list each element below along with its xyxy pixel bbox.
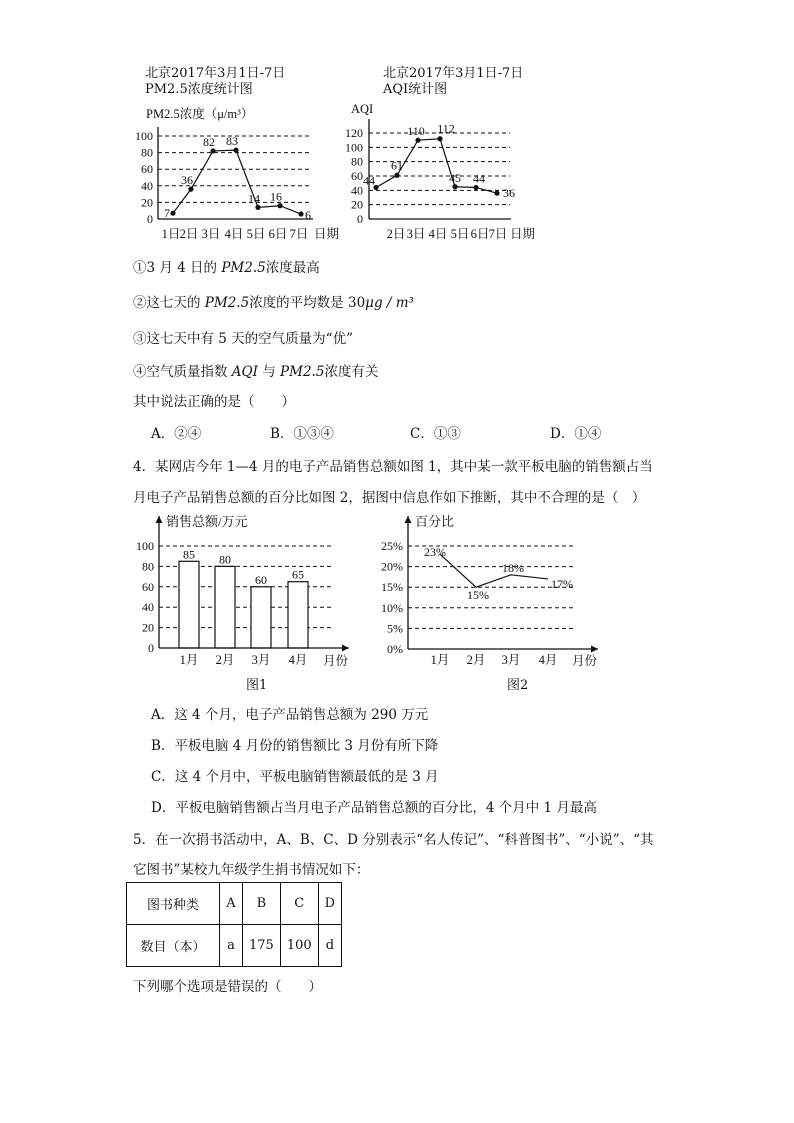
x-tick-label: 4月 — [538, 653, 558, 667]
bar — [251, 587, 271, 648]
data-label: 16 — [270, 189, 282, 204]
data-label: 23% — [424, 545, 446, 560]
q3-option-d[interactable]: D．①④ — [550, 426, 602, 442]
data-label: 112 — [437, 121, 455, 136]
y-tick-label: 0% — [387, 642, 403, 656]
x-tick-label: 2日 — [179, 227, 199, 241]
y-tick-label: 100 — [135, 129, 153, 143]
q5-stem-line2: 它图书”某校九年级学生捐书情况如下： — [133, 862, 370, 878]
y-tick-label: 80 — [141, 145, 153, 160]
y-tick-label: 100 — [345, 140, 363, 155]
y-tick-label: 20 — [351, 197, 363, 212]
percent-line-chart — [370, 508, 605, 670]
q3-option-c[interactable]: C．①③ — [410, 426, 461, 442]
y-tick-label: 10% — [381, 600, 403, 615]
x-axis-label: 月份 — [572, 654, 598, 668]
series-line — [440, 554, 548, 587]
data-label: 18% — [502, 560, 524, 575]
x-axis-arrow — [591, 646, 598, 653]
s1-pre: ①3 月 4 日的 — [133, 260, 222, 276]
q4-option-c[interactable]: C．这 4 个月中，平板电脑销售额最低的是 3 月 — [151, 769, 439, 785]
x-tick-label: 4日 — [224, 227, 244, 241]
data-label: 85 — [183, 547, 195, 562]
x-tick-label: 1月 — [179, 653, 199, 667]
s4-math1: AQI — [231, 364, 258, 380]
table-cell: A — [220, 883, 243, 925]
data-label: 80 — [219, 552, 231, 567]
x-tick-label: 1日 — [161, 227, 181, 241]
q4-option-d[interactable]: D．平板电脑销售额占当月电子产品销售总额的百分比，4 个月中 1 月最高 — [151, 800, 597, 816]
data-point — [415, 138, 420, 143]
x-tick-label: 3日 — [406, 227, 426, 241]
table-cell: 175 — [243, 925, 281, 967]
table-cell: 图书种类 — [127, 883, 220, 925]
data-label: 15% — [467, 588, 489, 603]
table-row — [127, 883, 342, 925]
q4-stem-line2: 月电子产品销售总额的百分比如图 2，据图中信息作如下推断，其中不合理的是（ ） — [133, 490, 646, 506]
q5-stem-line1: 5．在一次捐书活动中，A、B、C、D 分别表示“名人传记”、“科普图书”、“小说”、“其 — [133, 832, 654, 848]
x-axis-arrow — [342, 645, 349, 652]
data-point — [452, 184, 457, 189]
s4-pre: ④空气质量指数 — [133, 364, 232, 380]
x-tick-label: 4月 — [288, 653, 308, 667]
x-tick-label: 2月 — [215, 653, 235, 667]
x-tick-label: 3日 — [201, 227, 221, 241]
data-point — [494, 191, 499, 196]
x-tick-label: 2日 — [386, 227, 406, 241]
y-tick-label: 25% — [381, 539, 403, 553]
data-label: 44 — [473, 171, 485, 186]
figure2-caption: 图2 — [507, 678, 529, 693]
q5-question: 下列哪个选项是错误的（ ） — [133, 979, 322, 995]
aqi-title-line1: 北京2017年3月1日-7日 — [383, 66, 524, 81]
q4-option-b[interactable]: B．平板电脑 4 月份的销售额比 3 月份有所下降 — [151, 738, 439, 754]
x-tick-label: 5日 — [450, 227, 470, 241]
s4-post: 浓度有关 — [324, 364, 379, 380]
table-row — [127, 925, 342, 967]
data-point — [473, 185, 478, 190]
data-point — [255, 205, 260, 210]
pm25-line-chart — [118, 100, 353, 245]
s2-pre: ②这七天的 — [133, 295, 205, 311]
q3-statement-2 — [133, 291, 414, 311]
table-cell: 100 — [280, 925, 318, 967]
y-tick-label: 20% — [381, 559, 403, 574]
y-tick-label: 20 — [142, 620, 154, 635]
x-tick-label: 4日 — [428, 227, 448, 241]
x-tick-label: 6日 — [470, 227, 490, 241]
s1-math: PM2.5 — [221, 260, 266, 276]
x-tick-label: 2月 — [466, 653, 486, 667]
y-tick-label: 40 — [351, 183, 363, 198]
x-axis-label: 日期 — [314, 227, 340, 241]
data-point — [170, 211, 175, 216]
y-tick-label: 80 — [142, 559, 154, 574]
q3-option-a[interactable]: A．②④ — [151, 426, 202, 442]
q3-statement-1 — [133, 256, 320, 276]
y-tick-label: 15% — [381, 580, 403, 595]
x-tick-label: 7日 — [289, 227, 309, 241]
s2-post: 浓度的平均数是 30 — [249, 295, 366, 311]
x-tick-label: 1月 — [430, 653, 450, 667]
y-tick-label: 5% — [387, 621, 403, 636]
y-tick-label: 100 — [136, 539, 154, 553]
x-tick-label: 3月 — [251, 653, 271, 667]
table-cell: C — [280, 883, 318, 925]
x-tick-label: 6日 — [268, 227, 288, 241]
y-tick-label: 0 — [147, 212, 153, 226]
data-label: 110 — [407, 124, 425, 139]
s2-unit: μg / m³ — [365, 295, 414, 311]
data-label: 7 — [164, 206, 170, 221]
x-tick-label: 3月 — [501, 653, 521, 667]
s2-math: PM2.5 — [204, 295, 250, 311]
data-label: 6 — [305, 208, 311, 223]
bar — [215, 566, 235, 648]
y-axis-label: PM2.5浓度（μ/m³） — [146, 107, 254, 121]
data-point — [437, 136, 442, 141]
data-label: 82 — [203, 134, 215, 149]
y-tick-label: 80 — [351, 154, 363, 169]
q3-stem: 其中说法正确的是（ ） — [133, 394, 295, 410]
y-tick-label: 40 — [141, 178, 153, 193]
data-label: 65 — [292, 567, 304, 582]
x-tick-label: 5日 — [246, 227, 266, 241]
aqi-line-chart — [338, 98, 553, 245]
s1-post: 浓度最高 — [265, 260, 320, 276]
sales-bar-chart — [128, 508, 368, 670]
data-point — [210, 148, 215, 153]
y-tick-label: 60 — [141, 162, 153, 177]
y-tick-label: 60 — [351, 169, 363, 183]
data-label: 17% — [551, 576, 573, 591]
data-label: 45 — [449, 170, 461, 185]
data-point — [298, 211, 303, 216]
pm25-title-line1: 北京2017年3月1日-7日 — [145, 66, 286, 81]
figure1-caption: 图1 — [246, 678, 268, 693]
table-cell: D — [318, 883, 341, 925]
y-tick-label: 60 — [142, 579, 154, 594]
y-tick-label: 40 — [142, 600, 154, 615]
y-tick-label: 0 — [357, 212, 363, 226]
x-tick-label: 7日 — [488, 227, 508, 241]
q3-statement-3: ③这七天中有 5 天的空气质量为“优” — [133, 331, 353, 347]
data-point — [233, 148, 238, 153]
data-point — [394, 173, 399, 178]
y-tick-label: 120 — [345, 126, 363, 140]
data-label: 60 — [255, 572, 267, 587]
data-label: 44 — [363, 173, 375, 188]
table-cell: a — [220, 925, 243, 967]
y-axis-label: 百分比 — [415, 514, 455, 529]
data-label: 61 — [391, 158, 403, 173]
data-point — [188, 187, 193, 192]
q4-stem-line1: 4．某网店今年 1—4 月的电子产品销售总额如图 1，其中某一款平板电脑的销售额占当 — [133, 459, 653, 475]
y-axis-label: AQI — [351, 102, 374, 116]
y-axis-arrow — [405, 516, 412, 523]
table-cell: 数目（本） — [127, 925, 220, 967]
bar — [288, 582, 308, 648]
bar — [179, 561, 199, 648]
books-table — [126, 882, 342, 967]
data-point — [277, 203, 282, 208]
aqi-title-line2: AQI统计图 — [383, 82, 448, 97]
y-tick-label: 20 — [141, 195, 153, 210]
q3-option-b[interactable]: B．①③④ — [270, 426, 334, 442]
data-label: 36 — [503, 186, 515, 201]
x-axis-label: 日期 — [510, 227, 536, 241]
data-label: 14 — [248, 191, 260, 206]
table-cell: d — [318, 925, 341, 967]
q3-statement-4 — [133, 360, 378, 380]
y-axis-arrow — [156, 516, 163, 523]
pm25-title-line2: PM2.5浓度统计图 — [145, 82, 253, 97]
x-axis-label: 月份 — [323, 654, 349, 668]
y-tick-label: 0 — [148, 641, 154, 655]
y-axis-label: 销售总额/万元 — [166, 514, 248, 529]
q4-option-a[interactable]: A．这 4 个月，电子产品销售总额为 290 万元 — [151, 707, 429, 723]
data-label: 36 — [181, 173, 193, 188]
s4-mid: 与 — [257, 364, 281, 380]
s4-math2: PM2.5 — [280, 364, 325, 380]
data-label: 83 — [226, 134, 238, 149]
table-cell: B — [243, 883, 281, 925]
